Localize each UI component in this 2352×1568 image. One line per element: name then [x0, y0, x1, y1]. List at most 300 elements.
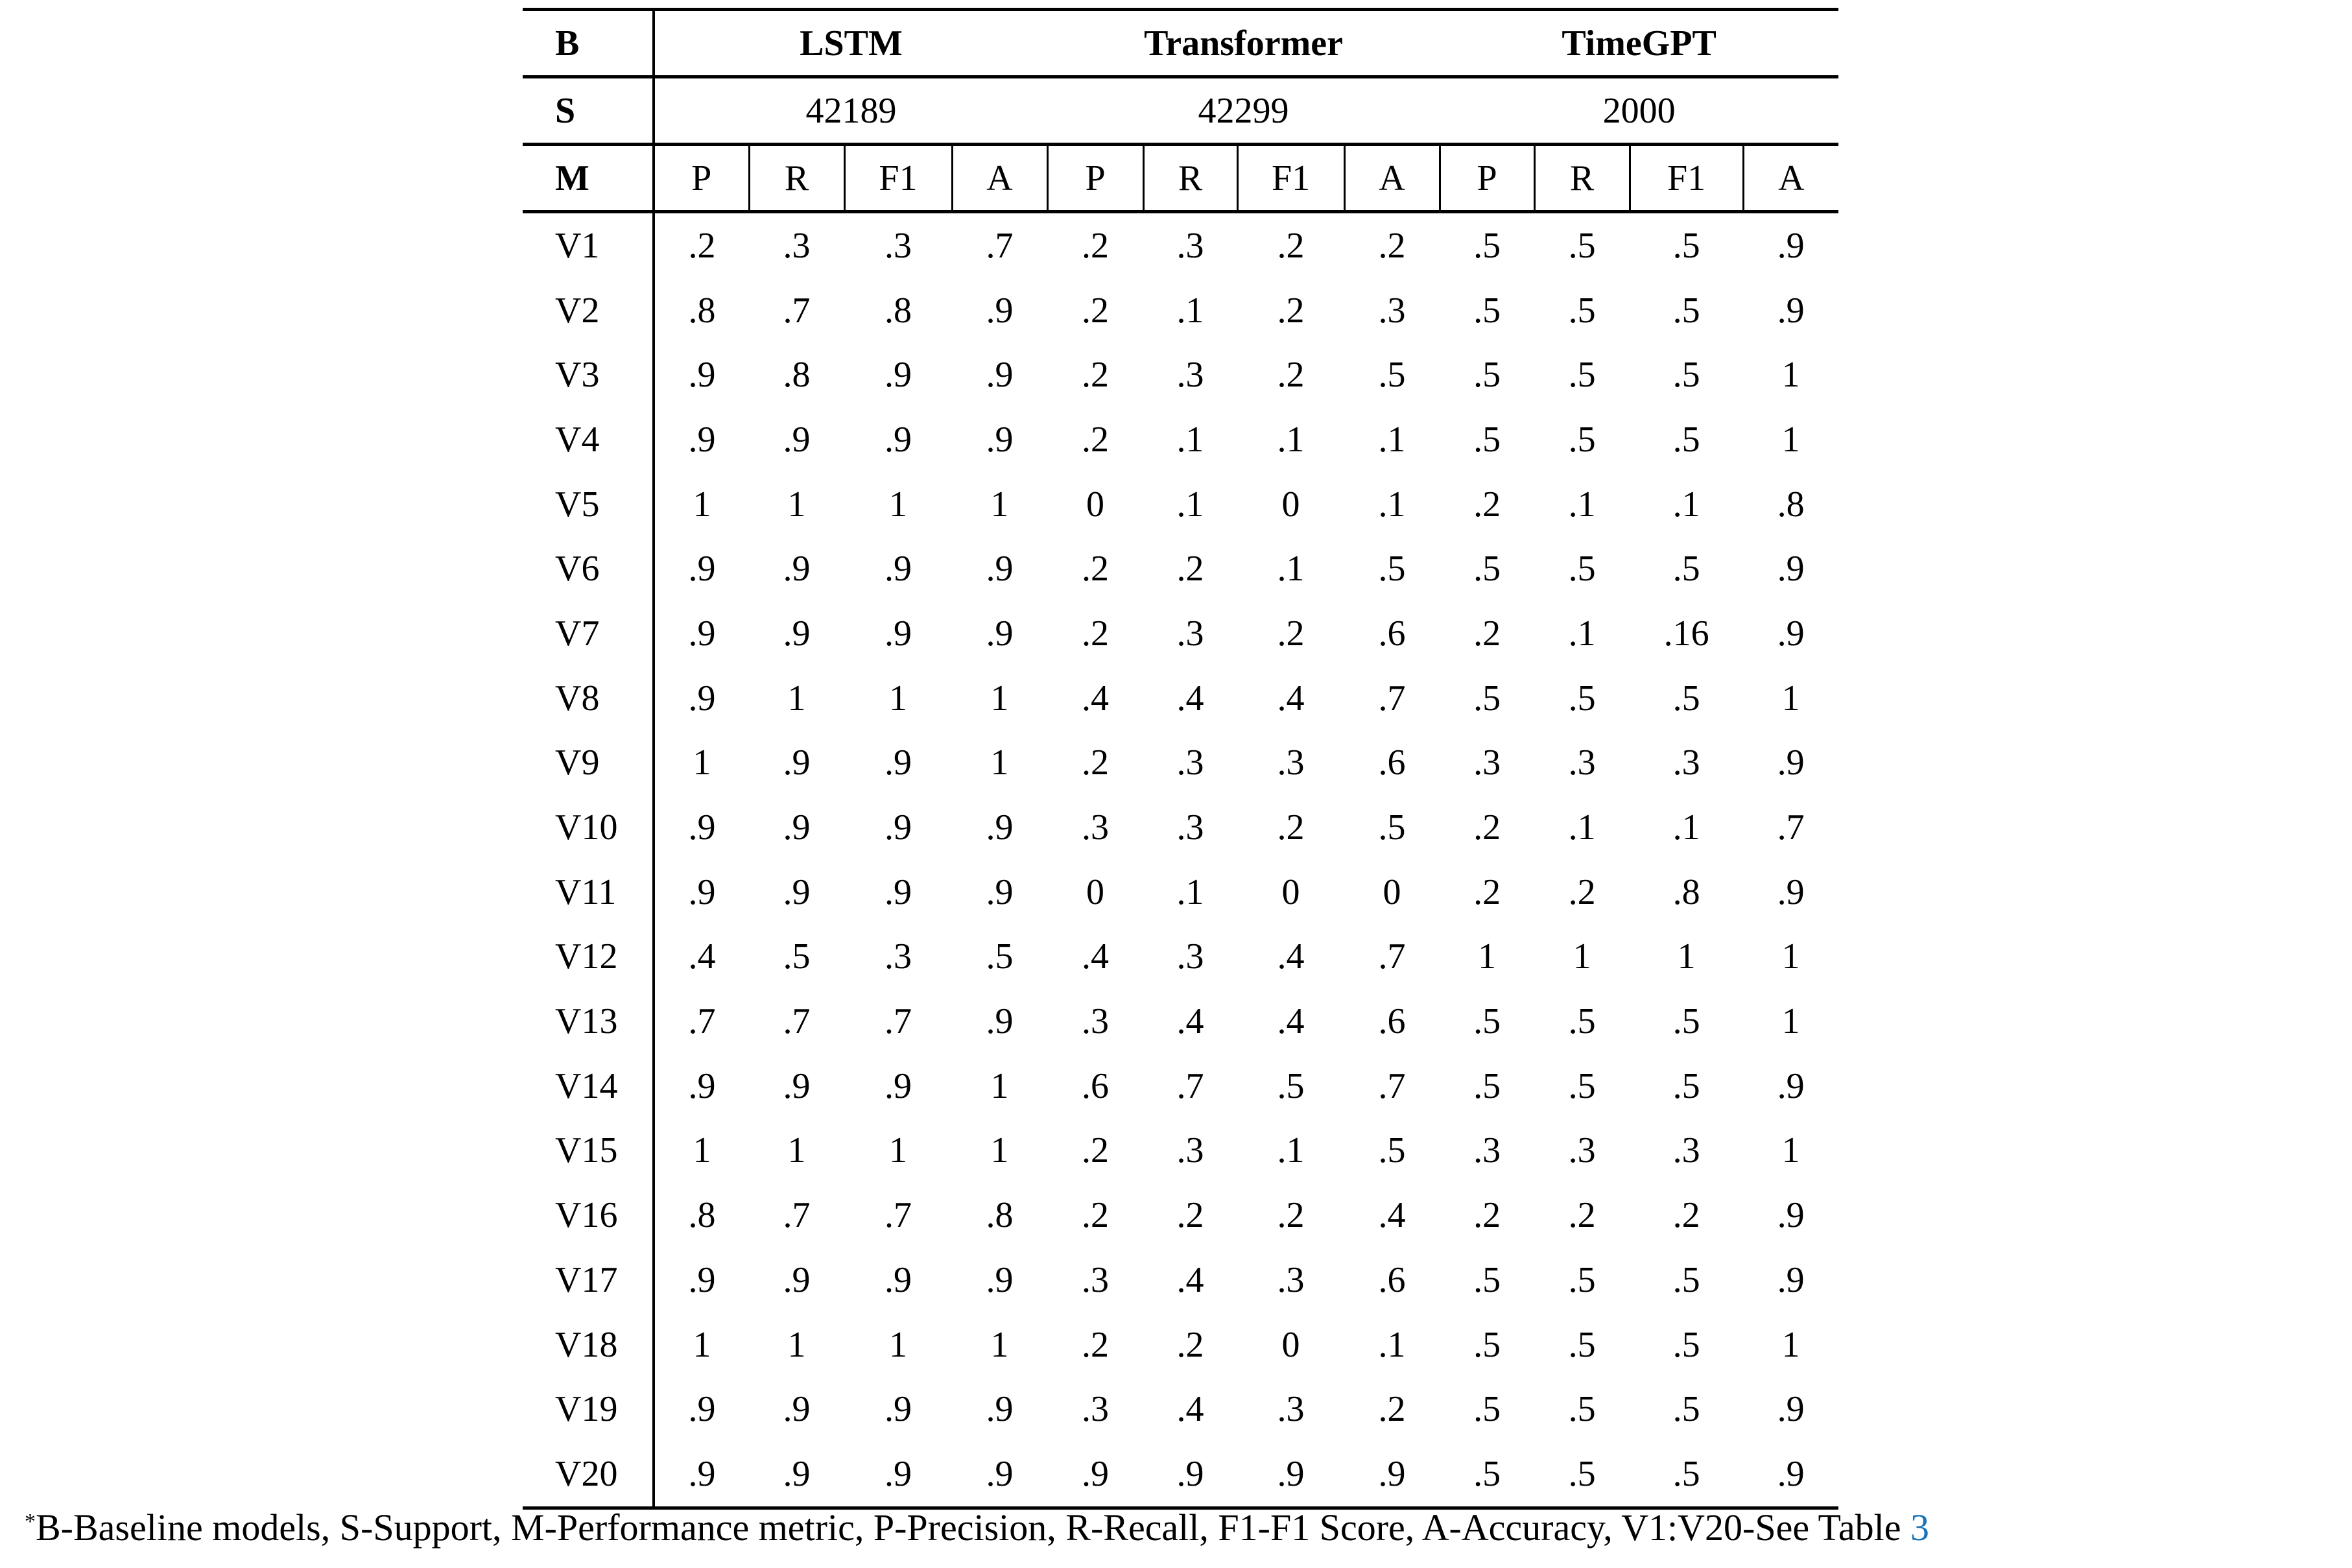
table-cell: .2	[1082, 613, 1110, 654]
table-cell: .3	[1672, 742, 1700, 783]
table-cell: .6	[1378, 1259, 1406, 1300]
metric-header-cell: P	[1440, 145, 1534, 212]
metric-header-cell: F1	[1237, 145, 1344, 212]
table-cell: 1	[787, 1324, 806, 1365]
table-cell: .2	[1378, 1389, 1406, 1430]
table-row	[523, 342, 1838, 407]
table-cell: .5	[1672, 549, 1700, 589]
table-cell: .2	[1473, 613, 1501, 654]
table-cell: .3	[1378, 290, 1406, 331]
table-cell: .5	[1568, 355, 1596, 396]
table-cell: .3	[1473, 1130, 1501, 1171]
table-row	[523, 1183, 1838, 1248]
table-cell: .3	[1176, 613, 1204, 654]
table-cell: .9	[885, 1065, 912, 1106]
table-cell: .1	[1176, 872, 1204, 912]
table-cell: .4	[1277, 1001, 1305, 1042]
table-reference-link[interactable]: 3	[1910, 1506, 1930, 1549]
table-cell: .2	[654, 212, 749, 278]
table-cell: .9	[885, 1259, 912, 1300]
table-cell: .9	[844, 1442, 952, 1508]
table-cell: .7	[1777, 807, 1805, 848]
table-cell: .7	[783, 290, 811, 331]
table-cell: .3	[1277, 1389, 1305, 1430]
table-cell: 1	[990, 1324, 1009, 1365]
table-row	[523, 1442, 1838, 1508]
table-cell: .16	[1663, 613, 1709, 654]
table-cell: .9	[783, 872, 811, 912]
metric-header-cell: R	[1143, 145, 1237, 212]
row-label: V5	[555, 484, 600, 525]
table-cell: .5	[1473, 678, 1501, 719]
table-cell: .9	[1777, 1259, 1805, 1300]
table-cell: .9	[1743, 1442, 1838, 1508]
table-cell: .9	[986, 807, 1014, 848]
metric-header-cell: A	[952, 145, 1047, 212]
table-cell: 1	[1573, 936, 1591, 977]
table-cell: .5	[1568, 549, 1596, 589]
table-cell: .1	[1277, 1130, 1305, 1171]
table-cell: .4	[1082, 936, 1110, 977]
table-cell: .5	[1568, 419, 1596, 460]
table-cell: .5	[1672, 1389, 1700, 1430]
table-cell: .9	[885, 549, 912, 589]
table-cell: 1	[1781, 1001, 1800, 1042]
table-cell: .4	[1176, 1389, 1204, 1430]
metric-header-cell: P	[1047, 145, 1143, 212]
table-cell: .3	[1176, 742, 1204, 783]
table-cell: .5	[1473, 1389, 1501, 1430]
table-cell: .5	[1672, 419, 1700, 460]
table-footnote	[25, 1506, 1929, 1549]
table-cell: .5	[1630, 1442, 1743, 1508]
row-label: V17	[555, 1259, 618, 1300]
table-cell: .5	[1672, 1065, 1700, 1106]
table-cell: .8	[654, 278, 749, 343]
table-cell: .5	[1440, 1442, 1534, 1508]
row-label: V10	[555, 807, 618, 848]
table-cell: .5	[1672, 1001, 1700, 1042]
metric-header-cell: P	[654, 145, 749, 212]
table-cell: .9	[654, 536, 749, 601]
table-cell: .5	[986, 936, 1014, 977]
table-cell: .7	[885, 1195, 912, 1236]
table-cell: 1	[1478, 936, 1497, 977]
table-cell: .3	[1082, 1001, 1110, 1042]
table-cell: .7	[952, 212, 1047, 278]
table-row	[523, 278, 1838, 343]
table-cell: .3	[1277, 742, 1305, 783]
table-cell: .6	[1378, 742, 1406, 783]
table-cell: .7	[654, 989, 749, 1054]
table-cell: .2	[1473, 484, 1501, 525]
table-cell: .4	[1176, 1001, 1204, 1042]
table-cell: .7	[885, 1001, 912, 1042]
row-label: V7	[555, 613, 600, 654]
table-cell: 1	[889, 678, 907, 719]
table-cell: .3	[1082, 807, 1110, 848]
table-cell: .4	[654, 925, 749, 990]
table-cell: .3	[885, 936, 912, 977]
table-cell: .9	[783, 1259, 811, 1300]
table-cell: .2	[1082, 1195, 1110, 1236]
table-row	[523, 795, 1838, 860]
table-cell: .2	[1568, 1195, 1596, 1236]
table-cell: .8	[783, 355, 811, 396]
table-cell: .2	[1672, 1195, 1700, 1236]
table-cell: .9	[885, 742, 912, 783]
table-cell: .4	[1082, 678, 1110, 719]
table-cell: .1	[1176, 419, 1204, 460]
table-cell: .9	[783, 807, 811, 848]
table-cell: .9	[783, 613, 811, 654]
table-cell: .9	[654, 601, 749, 666]
table-cell: .5	[1568, 1259, 1596, 1300]
table-cell: .2	[1082, 419, 1110, 460]
table-row	[523, 925, 1838, 990]
table-cell: .5	[1473, 1065, 1501, 1106]
table-cell: .9	[986, 872, 1014, 912]
table-row	[523, 601, 1838, 666]
table-cell: 0	[1281, 1324, 1300, 1365]
table-cell: .3	[1473, 742, 1501, 783]
table-cell: .3	[1277, 1259, 1305, 1300]
table-cell: .9	[986, 1001, 1014, 1042]
table-cell: .1	[1277, 549, 1305, 589]
table-row	[523, 536, 1838, 601]
table-cell: .2	[1344, 212, 1440, 278]
table-cell: 1	[787, 484, 806, 525]
table-cell: .5	[1672, 290, 1700, 331]
table-cell: 1	[1781, 936, 1800, 977]
row-label: V12	[555, 936, 618, 977]
table-cell: .5	[1473, 290, 1501, 331]
table-row	[523, 212, 1838, 278]
table-cell: .1	[1176, 290, 1204, 331]
support-header-row	[523, 77, 1838, 145]
table-cell: .5	[1568, 290, 1596, 331]
table-cell: 1	[889, 1130, 907, 1171]
table-cell: .9	[654, 860, 749, 925]
table-cell: .2	[1082, 549, 1110, 589]
table-cell: .9	[986, 290, 1014, 331]
table-cell: .9	[749, 1442, 844, 1508]
table-cell: .3	[1568, 742, 1596, 783]
table-cell: .3	[1176, 355, 1204, 396]
table-cell: .9	[885, 419, 912, 460]
table-cell: .9	[1237, 1442, 1344, 1508]
table-cell: .3	[1082, 1389, 1110, 1430]
table-cell: .5	[1378, 355, 1406, 396]
table-cell: .4	[1277, 678, 1305, 719]
table-row	[523, 1313, 1838, 1377]
table-cell: .9	[783, 742, 811, 783]
metric-header-cell: A	[1344, 145, 1440, 212]
table-cell: .7	[1378, 936, 1406, 977]
table-cell: 0	[1281, 872, 1300, 912]
table-cell: .2	[1277, 807, 1305, 848]
table-cell: .3	[1176, 1130, 1204, 1171]
table-cell: .9	[1777, 613, 1805, 654]
table-cell: 1	[990, 678, 1009, 719]
table-cell: .9	[1777, 872, 1805, 912]
table-cell: 1	[889, 484, 907, 525]
table-cell: .9	[1777, 1389, 1805, 1430]
table-row	[523, 472, 1838, 537]
table-cell: .5	[1277, 1065, 1305, 1106]
model-header-lstm: LSTM	[654, 10, 1047, 77]
metric-header-row	[523, 145, 1838, 212]
table-cell: .2	[1473, 807, 1501, 848]
table-cell: .2	[1082, 1130, 1110, 1171]
table-cell: .8	[986, 1195, 1014, 1236]
row-label: V6	[555, 549, 600, 589]
table-cell: .2	[1473, 872, 1501, 912]
table-cell: .5	[1473, 1001, 1501, 1042]
table-cell: .5	[1378, 807, 1406, 848]
table-cell: .9	[952, 1442, 1047, 1508]
table-cell: .9	[1777, 1065, 1805, 1106]
table-cell: .2	[1568, 872, 1596, 912]
table-cell: .5	[1672, 355, 1700, 396]
table-cell: .2	[1277, 355, 1305, 396]
table-cell: .1	[1277, 419, 1305, 460]
table-cell: .5	[1672, 1259, 1700, 1300]
table-cell: .9	[1344, 1442, 1440, 1508]
table-cell: .5	[1473, 1259, 1501, 1300]
results-table-container	[523, 8, 1838, 1510]
table-cell: .9	[986, 1389, 1014, 1430]
table-cell: .5	[1568, 1389, 1596, 1430]
table-cell: .6	[1378, 1001, 1406, 1042]
row-label: V14	[555, 1065, 618, 1106]
table-cell: 1	[654, 1313, 749, 1377]
table-cell: .5	[1568, 1065, 1596, 1106]
table-cell: .7	[1378, 678, 1406, 719]
table-cell: .2	[1082, 742, 1110, 783]
table-cell: .9	[986, 549, 1014, 589]
row-label: V3	[555, 355, 600, 396]
table-cell: .3	[1672, 1130, 1700, 1171]
table-cell: 1	[1781, 1324, 1800, 1365]
row-label: V8	[555, 678, 600, 719]
table-row	[523, 666, 1838, 731]
table-cell: .1	[1672, 807, 1700, 848]
table-cell: 0	[1086, 484, 1105, 525]
table-cell: .8	[654, 1183, 749, 1248]
baseline-label: B	[523, 10, 654, 77]
metric-header-cell: A	[1743, 145, 1838, 212]
table-cell: .4	[1176, 1259, 1204, 1300]
table-cell: .3	[1082, 1259, 1110, 1300]
table-cell: .2	[1082, 290, 1110, 331]
table-cell: .3	[1143, 212, 1237, 278]
table-cell: 1	[1781, 355, 1800, 396]
table-cell: .5	[1378, 1130, 1406, 1171]
table-cell: .9	[654, 666, 749, 731]
table-row	[523, 731, 1838, 796]
table-cell: .9	[1143, 1442, 1237, 1508]
table-cell: .6	[1082, 1065, 1110, 1106]
table-cell: .9	[783, 549, 811, 589]
table-cell: .7	[1378, 1065, 1406, 1106]
row-label: V15	[555, 1130, 618, 1171]
table-cell: .2	[1277, 1195, 1305, 1236]
table-cell: 1	[990, 1130, 1009, 1171]
footnote-text: B-Baseline models, S-Support, M-Performance metric, P-Precision, R-Recall, F1-F1 Score, A-Accuracy, V1:V20-See Table	[36, 1506, 1911, 1549]
metric-header-cell: F1	[844, 145, 952, 212]
table-cell: 1	[990, 742, 1009, 783]
table-cell: .3	[1176, 936, 1204, 977]
table-cell: 1	[990, 1065, 1009, 1106]
table-cell: .9	[654, 795, 749, 860]
table-row	[523, 407, 1838, 472]
table-cell: 1	[1781, 419, 1800, 460]
table-cell: .3	[844, 212, 952, 278]
support-timegpt: 2000	[1440, 77, 1838, 145]
table-cell: .4	[1378, 1195, 1406, 1236]
table-cell: .5	[1534, 212, 1630, 278]
table-cell: .5	[1672, 678, 1700, 719]
table-cell: .9	[783, 419, 811, 460]
table-cell: .5	[1473, 549, 1501, 589]
table-cell: .1	[1378, 1324, 1406, 1365]
table-cell: 1	[654, 472, 749, 537]
table-cell: .4	[1176, 678, 1204, 719]
table-cell: 1	[654, 1119, 749, 1183]
table-cell: .9	[654, 407, 749, 472]
table-cell: .7	[783, 1001, 811, 1042]
table-cell: .9	[885, 872, 912, 912]
table-cell: .9	[885, 807, 912, 848]
table-cell: .9	[885, 355, 912, 396]
table-cell: 0	[1086, 872, 1105, 912]
table-cell: 1	[787, 678, 806, 719]
table-cell: .1	[1378, 484, 1406, 525]
table-cell: .9	[1743, 212, 1838, 278]
table-cell: .2	[1237, 212, 1344, 278]
table-cell: .9	[654, 1442, 749, 1508]
table-cell: 1	[1781, 1130, 1800, 1171]
table-cell: .1	[1378, 419, 1406, 460]
table-cell: .3	[1568, 1130, 1596, 1171]
table-cell: .3	[1176, 807, 1204, 848]
table-cell: .9	[783, 1389, 811, 1430]
table-cell: .5	[1568, 1324, 1596, 1365]
table-cell: .5	[1630, 212, 1743, 278]
table-cell: .5	[1473, 419, 1501, 460]
row-label: V11	[555, 872, 617, 912]
table-cell: .5	[1534, 1442, 1630, 1508]
table-cell: .8	[1672, 872, 1700, 912]
table-cell: 1	[654, 731, 749, 796]
table-cell: .9	[986, 613, 1014, 654]
table-cell: .5	[1440, 212, 1534, 278]
table-row	[523, 1119, 1838, 1183]
table-cell: .6	[1378, 613, 1406, 654]
table-cell: .5	[1378, 549, 1406, 589]
metric-header-cell: R	[749, 145, 844, 212]
table-cell: .9	[654, 1377, 749, 1442]
table-cell: 1	[889, 1324, 907, 1365]
metric-header-cell: R	[1534, 145, 1630, 212]
table-cell: .7	[1176, 1065, 1204, 1106]
table-cell: .7	[783, 1195, 811, 1236]
support-label: S	[523, 77, 654, 145]
table-cell: .9	[654, 1248, 749, 1313]
table-cell: .2	[1047, 212, 1143, 278]
table-cell: .9	[986, 355, 1014, 396]
table-cell: .9	[986, 1259, 1014, 1300]
table-cell: .9	[986, 419, 1014, 460]
table-cell: .8	[1777, 484, 1805, 525]
table-cell: 1	[1781, 678, 1800, 719]
row-label: V19	[555, 1389, 618, 1430]
table-cell: .3	[749, 212, 844, 278]
row-label: V20	[523, 1442, 654, 1508]
table-cell: .2	[1176, 1324, 1204, 1365]
table-cell: .5	[1473, 1324, 1501, 1365]
table-cell: .9	[885, 1389, 912, 1430]
table-cell: .1	[1568, 613, 1596, 654]
table-cell: .9	[783, 1065, 811, 1106]
table-row	[523, 860, 1838, 925]
table-row	[523, 1248, 1838, 1313]
table-cell: .2	[1082, 1324, 1110, 1365]
table-cell: 1	[1677, 936, 1696, 977]
metric-header-cell: F1	[1630, 145, 1743, 212]
metric-label: M	[523, 145, 654, 212]
table-cell: .8	[885, 290, 912, 331]
table-cell: .9	[1777, 1195, 1805, 1236]
table-cell: .2	[1277, 290, 1305, 331]
table-cell: .1	[1568, 484, 1596, 525]
table-cell: .4	[1277, 936, 1305, 977]
table-cell: .2	[1082, 355, 1110, 396]
table-cell: .1	[1176, 484, 1204, 525]
row-label: V1	[523, 212, 654, 278]
table-row	[523, 989, 1838, 1054]
row-label: V18	[555, 1324, 618, 1365]
table-cell: .5	[1568, 1001, 1596, 1042]
row-label: V13	[555, 1001, 618, 1042]
table-row	[523, 1377, 1838, 1442]
table-cell: 1	[787, 1130, 806, 1171]
table-cell: .5	[1672, 1324, 1700, 1365]
table-cell: .2	[1176, 1195, 1204, 1236]
table-cell: .9	[885, 613, 912, 654]
table-row	[523, 1054, 1838, 1119]
table-cell: 0	[1383, 872, 1401, 912]
table-cell: .9	[1777, 290, 1805, 331]
table-cell: .2	[1176, 549, 1204, 589]
baseline-header-row	[523, 10, 1838, 77]
model-header-timegpt: TimeGPT	[1440, 10, 1838, 77]
row-label: V9	[555, 742, 600, 783]
results-table	[523, 8, 1838, 1510]
table-cell: .9	[654, 1054, 749, 1119]
table-cell: 1	[990, 484, 1009, 525]
table-cell: .9	[1047, 1442, 1143, 1508]
table-cell: 0	[1281, 484, 1300, 525]
table-cell: .1	[1672, 484, 1700, 525]
row-label: V4	[555, 419, 600, 460]
model-header-transformer: Transformer	[1047, 10, 1440, 77]
table-cell: .5	[783, 936, 811, 977]
support-transformer: 42299	[1047, 77, 1440, 145]
table-cell: .5	[1473, 355, 1501, 396]
table-cell: .9	[1777, 742, 1805, 783]
